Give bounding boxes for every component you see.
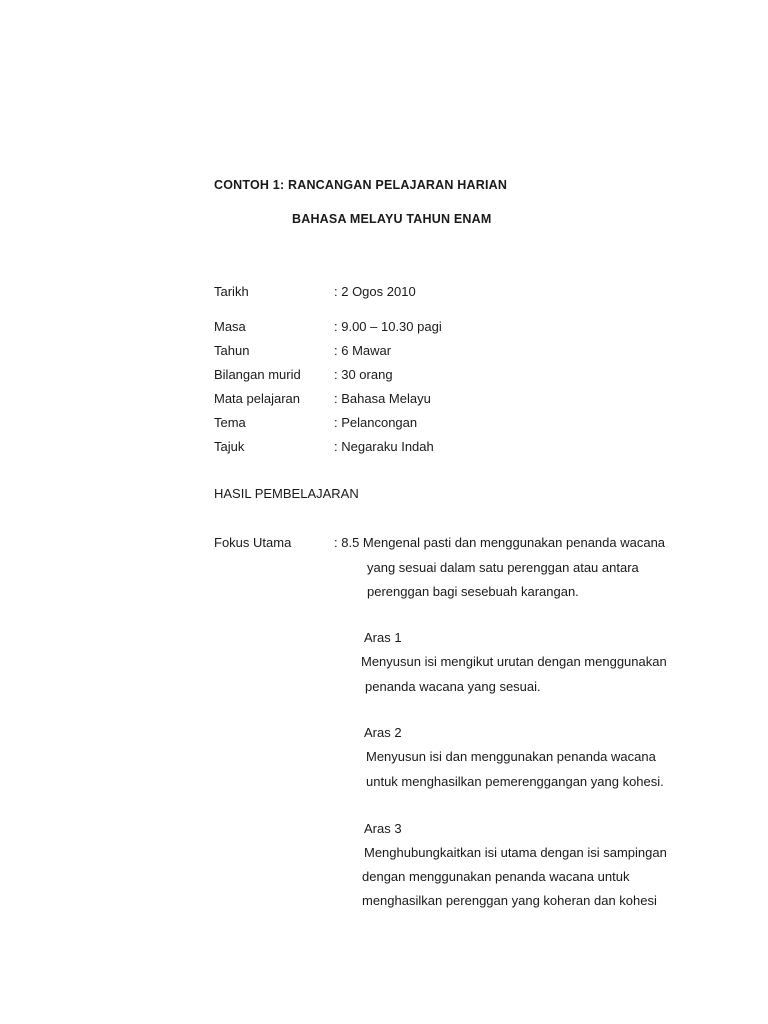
detail-label: Tahun	[214, 343, 250, 358]
detail-row-mata-pelajaran	[0, 391, 768, 409]
level-title: Aras 2	[364, 725, 402, 740]
level-line: Menyusun isi dan menggunakan penanda wacana	[366, 749, 656, 764]
detail-row-tarikh	[0, 284, 768, 302]
level-title: Aras 1	[364, 630, 402, 645]
level-line: menghasilkan perenggan yang koheran dan kohesi	[362, 893, 657, 908]
fokus-line: : 8.5 Mengenal pasti dan menggunakan penanda wacana	[334, 535, 666, 550]
detail-label: Masa	[214, 319, 246, 334]
document-subtitle: BAHASA MELAYU TAHUN ENAM	[292, 212, 492, 226]
level-line: penanda wacana yang sesuai.	[365, 679, 541, 694]
detail-row-bilangan-murid	[0, 367, 768, 385]
detail-value: : 9.00 – 10.30 pagi	[334, 319, 442, 334]
detail-row-tahun	[0, 343, 768, 361]
detail-label: Tajuk	[214, 439, 245, 454]
detail-label: Bilangan murid	[214, 367, 301, 382]
level-line: dengan menggunakan penanda wacana untuk	[362, 869, 630, 884]
fokus-line: perenggan bagi sesebuah karangan.	[367, 584, 579, 599]
fokus-label: Fokus Utama	[214, 535, 292, 550]
level-line: Menghubungkaitkan isi utama dengan isi sampingan	[364, 845, 667, 860]
detail-label: Mata pelajaran	[214, 391, 300, 406]
document-title: CONTOH 1: RANCANGAN PELAJARAN HARIAN	[214, 178, 508, 192]
detail-row-masa	[0, 319, 768, 337]
fokus-line: yang sesuai dalam satu perenggan atau antara	[367, 560, 639, 575]
detail-value: : 6 Mawar	[334, 343, 392, 358]
detail-value: : 2 Ogos 2010	[334, 284, 416, 299]
detail-label: Tarikh	[214, 284, 249, 299]
detail-row-tema	[0, 415, 768, 433]
level-line: untuk menghasilkan pemerenggangan yang kohesi.	[366, 774, 664, 789]
detail-row-tajuk	[0, 439, 768, 457]
level-title: Aras 3	[364, 821, 402, 836]
detail-value: : 30 orang	[334, 367, 393, 382]
detail-value: : Negaraku Indah	[334, 439, 434, 454]
level-line: Menyusun isi mengikut urutan dengan menggunakan	[361, 654, 667, 669]
detail-value: : Bahasa Melayu	[334, 391, 431, 406]
section-heading: HASIL PEMBELAJARAN	[214, 486, 359, 501]
detail-label: Tema	[214, 415, 246, 430]
detail-value: : Pelancongan	[334, 415, 418, 430]
